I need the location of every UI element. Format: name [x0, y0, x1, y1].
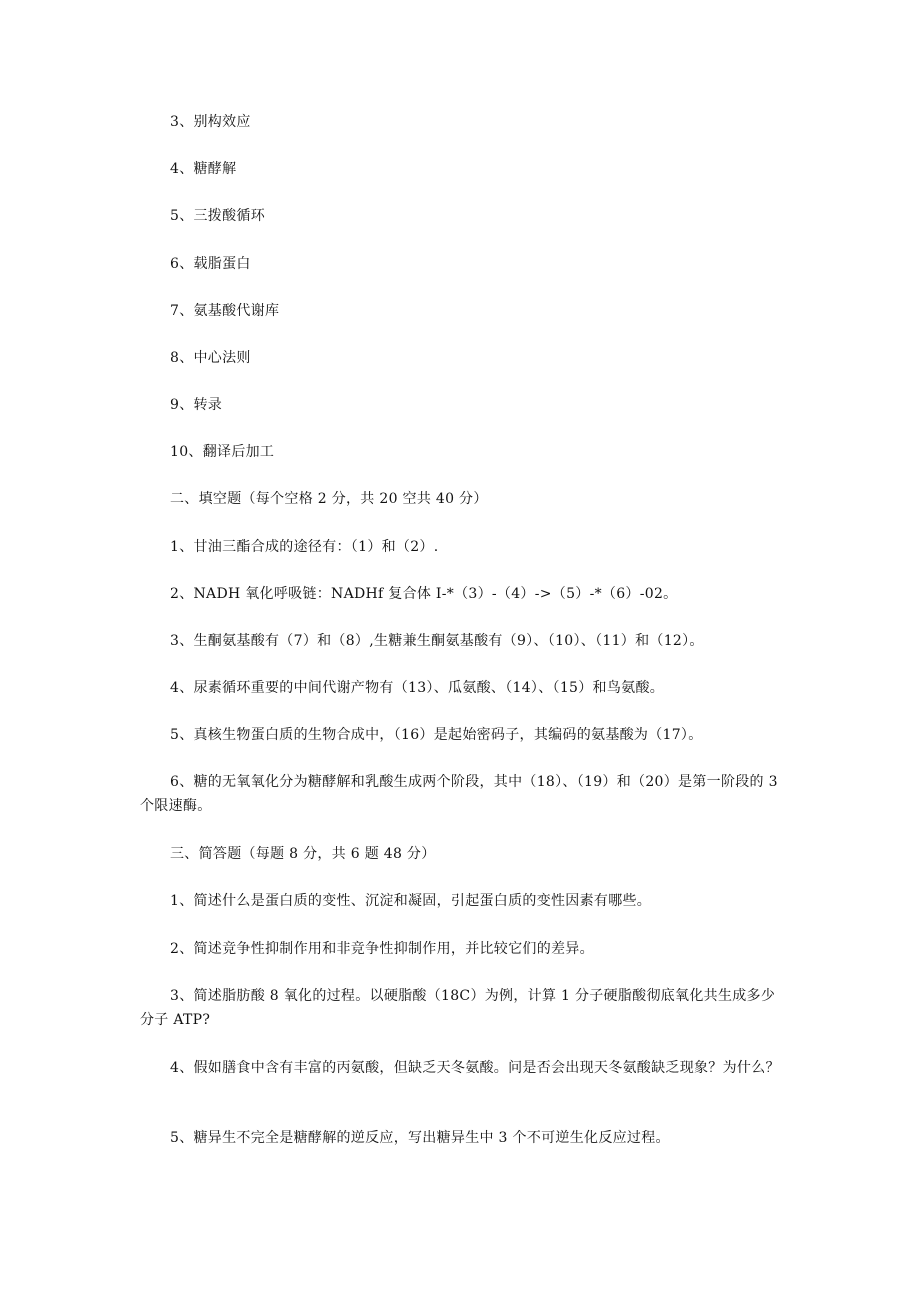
fill-question-4: 4、尿素循环重要的中间代谢产物有（13）、瓜氨酸、（14）、（15）和鸟氨酸。 [170, 680, 665, 696]
term-item: 10、翻译后加工 [170, 444, 275, 460]
short-question-1: 1、简述什么是蛋白质的变性、沉淀和凝固，引起蛋白质的变性因素有哪些。 [170, 893, 652, 909]
term-item: 9、转录 [170, 397, 223, 413]
term-item: 6、载脂蛋白 [170, 256, 251, 272]
fill-question-6: 6、糖的无氧氧化分为糖酵解和乳酸生成两个阶段，其中（18）、（19）和（20）是第一阶段的 3 个限速酶。 [140, 774, 778, 814]
short-question-3: 3、简述脂肪酸 8 氧化的过程。以硬脂酸（18C）为例，计算 1 分子硬脂酸彻底氧化共生成多少分子 ATP? [140, 988, 776, 1028]
term-item: 4、糖酵解 [170, 161, 237, 177]
term-item: 7、氨基酸代谢库 [170, 303, 280, 319]
section-heading-fill-in: 二、填空题（每个空格 2 分，共 20 空共 40 分） [170, 491, 488, 507]
term-item: 3、别构效应 [170, 114, 251, 130]
short-question-4: 4、假如膳食中含有丰富的丙氨酸，但缺乏天冬氨酸。问是否会出现天冬氨酸缺乏现象？为什么？ [170, 1060, 780, 1076]
short-question-2: 2、简述竞争性抑制作用和非竞争性抑制作用，并比较它们的差异。 [170, 941, 594, 957]
term-item: 8、中心法则 [170, 350, 251, 366]
fill-question-1: 1、甘油三酯合成的途径有：（1）和（2）. [170, 539, 439, 555]
section-heading-short-answer: 三、简答题（每题 8 分，共 6 题 48 分） [170, 846, 436, 862]
short-question-5: 5、糖异生不完全是糖酵解的逆反应，写出糖异生中 3 个不可逆生化反应过程。 [170, 1130, 670, 1146]
fill-question-5: 5、真核生物蛋白质的生物合成中，（16）是起始密码子，其编码的氨基酸为（17）。 [170, 727, 703, 743]
fill-question-2: 2、NADH 氧化呼吸链：NADHf 复合体 I-*（3）-（4）->（5）-*（6）-02。 [170, 586, 678, 602]
fill-question-3: 3、生酮氨基酸有（7）和（8）,生糖兼生酮氨基酸有（9）、（10）、（11）和（12）。 [170, 633, 704, 649]
term-item: 5、三拨酸循环 [170, 208, 266, 224]
